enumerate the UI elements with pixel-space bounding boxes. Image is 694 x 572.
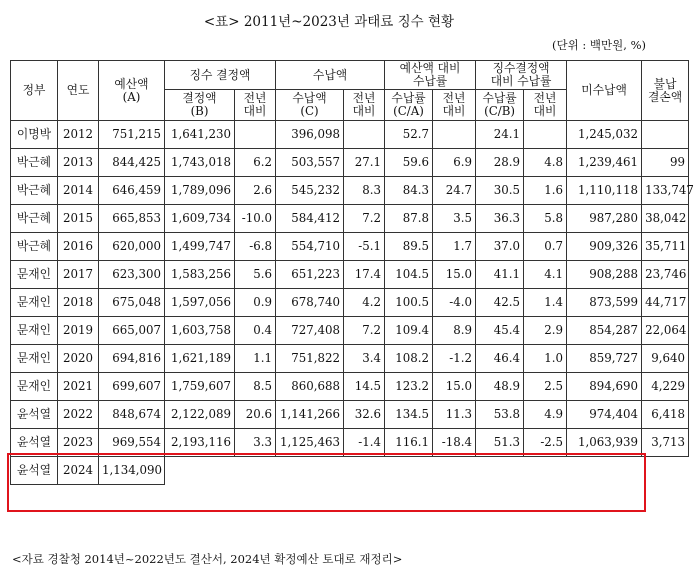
cell-cb: 41.1 — [476, 261, 524, 289]
collection-table — [10, 60, 694, 485]
cell-year: 2017 — [58, 261, 99, 289]
cell-budget: 844,425 — [99, 149, 165, 177]
cell-coll-yoy: 3.4 — [344, 345, 385, 373]
table-row — [11, 177, 689, 205]
cell-coll-yoy: 17.4 — [344, 261, 385, 289]
cell-budget: 848,674 — [99, 401, 165, 429]
cell-ca: 87.8 — [385, 205, 433, 233]
cell-loss: 4,229 — [642, 373, 689, 401]
cell-uncollected: 859,727 — [567, 345, 642, 373]
table-row — [11, 149, 689, 177]
cell-coll-yoy: -5.1 — [344, 233, 385, 261]
cell-gov: 문재인 — [11, 261, 58, 289]
cell-year: 2022 — [58, 401, 99, 429]
cell-cb-yoy: 5.8 — [524, 205, 567, 233]
cell-gov: 문재인 — [11, 345, 58, 373]
cell-coll: 1,141,266 — [276, 401, 344, 429]
cell-assess-yoy: -6.8 — [235, 233, 276, 261]
header-assess-amount: 결정액 (B) — [165, 90, 235, 121]
cell-coll-yoy: 14.5 — [344, 373, 385, 401]
header-ratio-ca-group: 예산액 대비 수납률 — [385, 61, 476, 90]
cell-coll-yoy — [344, 121, 385, 149]
cell-budget: 751,215 — [99, 121, 165, 149]
cell-uncollected: 1,110,118 — [567, 177, 642, 205]
cell-cb: 45.4 — [476, 317, 524, 345]
cell-budget: 665,853 — [99, 205, 165, 233]
cell-ca-yoy: 24.7 — [433, 177, 476, 205]
cell-gov: 이명박 — [11, 121, 58, 149]
cell-budget: 646,459 — [99, 177, 165, 205]
cell-cb-yoy: 4.8 — [524, 149, 567, 177]
cell-gov: 박근혜 — [11, 233, 58, 261]
cell-loss: 35,711 — [642, 233, 689, 261]
cell-ca: 59.6 — [385, 149, 433, 177]
cell-assess-yoy: 5.6 — [235, 261, 276, 289]
cell-loss: 23,746 — [642, 261, 689, 289]
cell-gov: 박근혜 — [11, 205, 58, 233]
cell-loss: 44,717 — [642, 289, 689, 317]
cell-year: 2024 — [58, 457, 99, 485]
cell-coll: 678,740 — [276, 289, 344, 317]
cell-ca-yoy: 6.9 — [433, 149, 476, 177]
cell-ca-yoy: -1.2 — [433, 345, 476, 373]
cell-year: 2021 — [58, 373, 99, 401]
header-ratio-cb-group: 징수결정액 대비 수납률 — [476, 61, 567, 90]
header-ratio-ca: 수납률 (C/A) — [385, 90, 433, 121]
cell-ca: 109.4 — [385, 317, 433, 345]
cell-ca-yoy: -4.0 — [433, 289, 476, 317]
cell-ca-yoy: 3.5 — [433, 205, 476, 233]
source-note: <자료 경찰청 2014년~2022년도 결산서, 2024년 확정예산 토대로 재정리> — [12, 552, 403, 566]
cell-uncollected: 854,287 — [567, 317, 642, 345]
cell-assess: 1,609,734 — [165, 205, 235, 233]
table-row — [11, 121, 689, 149]
cell-uncollected: 909,326 — [567, 233, 642, 261]
cell-loss — [642, 121, 689, 149]
cell-coll-yoy: 8.3 — [344, 177, 385, 205]
cell-coll-yoy: 7.2 — [344, 205, 385, 233]
cell-budget: 620,000 — [99, 233, 165, 261]
cell-ca-yoy: 8.9 — [433, 317, 476, 345]
cell-ca: 52.7 — [385, 121, 433, 149]
cell-ca-yoy — [433, 121, 476, 149]
cell-coll: 860,688 — [276, 373, 344, 401]
header-year: 연도 — [58, 61, 99, 121]
cell-cb-yoy: 2.9 — [524, 317, 567, 345]
cell-assess-yoy: -10.0 — [235, 205, 276, 233]
cell-coll: 727,408 — [276, 317, 344, 345]
table-row — [11, 429, 689, 457]
cell-cb-yoy: 2.5 — [524, 373, 567, 401]
cell-coll-yoy: -1.4 — [344, 429, 385, 457]
cell-year: 2019 — [58, 317, 99, 345]
table-row — [11, 457, 689, 485]
cell-assess: 1,597,056 — [165, 289, 235, 317]
cell-year: 2014 — [58, 177, 99, 205]
table-row — [11, 205, 689, 233]
cell-budget: 694,816 — [99, 345, 165, 373]
cell-budget: 969,554 — [99, 429, 165, 457]
table-row — [11, 289, 689, 317]
cell-ca-yoy: 15.0 — [433, 261, 476, 289]
cell-year: 2012 — [58, 121, 99, 149]
cell-assess-yoy: 0.9 — [235, 289, 276, 317]
cell-cb-yoy: 1.4 — [524, 289, 567, 317]
cell-assess-yoy: 8.5 — [235, 373, 276, 401]
cell-ca: 104.5 — [385, 261, 433, 289]
cell-loss: 133,747 — [642, 177, 689, 205]
header-uncollected: 미수납액 — [567, 61, 642, 121]
table-row — [11, 317, 689, 345]
cell-coll: 396,098 — [276, 121, 344, 149]
cell-ca: 116.1 — [385, 429, 433, 457]
cell-uncollected: 894,690 — [567, 373, 642, 401]
header-gov: 정부 — [11, 61, 58, 121]
cell-cb-yoy: 0.7 — [524, 233, 567, 261]
cell-coll-yoy: 7.2 — [344, 317, 385, 345]
cell-year: 2015 — [58, 205, 99, 233]
cell-loss: 38,042 — [642, 205, 689, 233]
header-collection-group: 수납액 — [276, 61, 385, 90]
cell-budget: 1,134,090 — [99, 457, 165, 485]
cell-gov: 문재인 — [11, 317, 58, 345]
cell-coll: 751,822 — [276, 345, 344, 373]
cell-ca: 134.5 — [385, 401, 433, 429]
cell-gov: 윤석열 — [11, 457, 58, 485]
cell-ca-yoy: 1.7 — [433, 233, 476, 261]
cell-cb: 36.3 — [476, 205, 524, 233]
cell-coll-yoy: 32.6 — [344, 401, 385, 429]
cell-gov: 박근혜 — [11, 149, 58, 177]
header-ratio-cb-yoy: 전년 대비 — [524, 90, 567, 121]
table-row — [11, 233, 689, 261]
cell-cb: 37.0 — [476, 233, 524, 261]
cell-coll: 584,412 — [276, 205, 344, 233]
cell-gov: 문재인 — [11, 289, 58, 317]
cell-ca-yoy: -18.4 — [433, 429, 476, 457]
header-coll-amount: 수납액 (C) — [276, 90, 344, 121]
cell-coll: 545,232 — [276, 177, 344, 205]
cell-ca: 123.2 — [385, 373, 433, 401]
cell-cb-yoy: 4.1 — [524, 261, 567, 289]
cell-loss: 99 — [642, 149, 689, 177]
cell-ca: 100.5 — [385, 289, 433, 317]
cell-assess: 1,641,230 — [165, 121, 235, 149]
cell-year: 2018 — [58, 289, 99, 317]
cell-cb-yoy: 1.0 — [524, 345, 567, 373]
cell-cb: 30.5 — [476, 177, 524, 205]
cell-gov: 윤석열 — [11, 429, 58, 457]
cell-coll-yoy: 4.2 — [344, 289, 385, 317]
cell-assess: 1,759,607 — [165, 373, 235, 401]
cell-assess: 1,743,018 — [165, 149, 235, 177]
table-row — [11, 261, 689, 289]
cell-assess-yoy: 0.4 — [235, 317, 276, 345]
cell-coll: 651,223 — [276, 261, 344, 289]
cell-uncollected: 1,245,032 — [567, 121, 642, 149]
cell-cb: 24.1 — [476, 121, 524, 149]
cell-loss: 22,064 — [642, 317, 689, 345]
cell-cb: 51.3 — [476, 429, 524, 457]
cell-assess: 1,621,189 — [165, 345, 235, 373]
table-title: <표> 2011년~2023년 과태료 징수 현황 — [203, 14, 455, 30]
cell-assess: 2,122,089 — [165, 401, 235, 429]
cell-assess-yoy: 6.2 — [235, 149, 276, 177]
empty-cell — [165, 457, 689, 485]
header-assess-yoy: 전년 대비 — [235, 90, 276, 121]
header-ratio-ca-yoy: 전년 대비 — [433, 90, 476, 121]
cell-year: 2013 — [58, 149, 99, 177]
cell-coll: 503,557 — [276, 149, 344, 177]
unit-note: (단위 : 백만원, %) — [552, 38, 646, 52]
header-ratio-cb: 수납률 (C/B) — [476, 90, 524, 121]
cell-assess-yoy — [235, 121, 276, 149]
header-loss: 불납 결손액 — [642, 61, 689, 121]
cell-cb: 42.5 — [476, 289, 524, 317]
cell-cb-yoy: 4.9 — [524, 401, 567, 429]
cell-assess-yoy: 2.6 — [235, 177, 276, 205]
cell-cb-yoy — [524, 121, 567, 149]
cell-year: 2023 — [58, 429, 99, 457]
header-budget: 예산액 (A) — [99, 61, 165, 121]
cell-ca-yoy: 15.0 — [433, 373, 476, 401]
cell-cb: 53.8 — [476, 401, 524, 429]
cell-ca: 89.5 — [385, 233, 433, 261]
cell-ca: 84.3 — [385, 177, 433, 205]
cell-cb: 48.9 — [476, 373, 524, 401]
header-assess-group: 징수 결정액 — [165, 61, 276, 90]
cell-gov: 문재인 — [11, 373, 58, 401]
table-body — [11, 121, 694, 485]
cell-uncollected: 873,599 — [567, 289, 642, 317]
cell-loss: 6,418 — [642, 401, 689, 429]
cell-gov: 윤석열 — [11, 401, 58, 429]
cell-year: 2020 — [58, 345, 99, 373]
cell-ca-yoy: 11.3 — [433, 401, 476, 429]
cell-cb-yoy: 1.6 — [524, 177, 567, 205]
cell-assess: 1,583,256 — [165, 261, 235, 289]
cell-assess: 2,193,116 — [165, 429, 235, 457]
cell-cb: 46.4 — [476, 345, 524, 373]
cell-assess: 1,499,747 — [165, 233, 235, 261]
cell-assess-yoy: 3.3 — [235, 429, 276, 457]
cell-assess-yoy: 20.6 — [235, 401, 276, 429]
table-row — [11, 373, 689, 401]
cell-budget: 623,300 — [99, 261, 165, 289]
cell-uncollected: 1,063,939 — [567, 429, 642, 457]
cell-uncollected: 1,239,461 — [567, 149, 642, 177]
table-row — [11, 345, 689, 373]
cell-gov: 박근혜 — [11, 177, 58, 205]
cell-assess: 1,789,096 — [165, 177, 235, 205]
cell-budget: 665,007 — [99, 317, 165, 345]
cell-cb: 28.9 — [476, 149, 524, 177]
cell-uncollected: 987,280 — [567, 205, 642, 233]
cell-uncollected: 974,404 — [567, 401, 642, 429]
cell-cb-yoy: -2.5 — [524, 429, 567, 457]
cell-coll-yoy: 27.1 — [344, 149, 385, 177]
cell-loss: 3,713 — [642, 429, 689, 457]
cell-budget: 675,048 — [99, 289, 165, 317]
table-row — [11, 401, 689, 429]
cell-coll: 1,125,463 — [276, 429, 344, 457]
cell-budget: 699,607 — [99, 373, 165, 401]
cell-uncollected: 908,288 — [567, 261, 642, 289]
cell-ca: 108.2 — [385, 345, 433, 373]
cell-coll: 554,710 — [276, 233, 344, 261]
cell-assess-yoy: 1.1 — [235, 345, 276, 373]
cell-assess: 1,603,758 — [165, 317, 235, 345]
header-coll-yoy: 전년 대비 — [344, 90, 385, 121]
cell-year: 2016 — [58, 233, 99, 261]
cell-loss: 9,640 — [642, 345, 689, 373]
